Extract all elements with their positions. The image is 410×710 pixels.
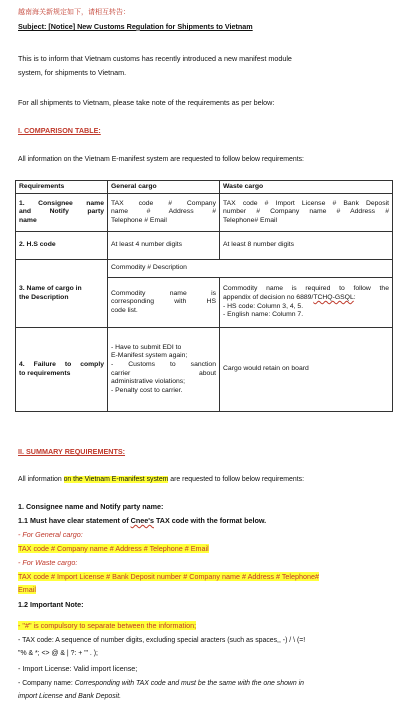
subject-line: Subject: [Notice] New Customs Regulation for Shipments to Vietnam	[18, 22, 253, 31]
note-company-name-1: - Company name: Corresponding with TAX code and must be the same with the one shown in	[18, 680, 304, 687]
note-tax-code-2: "% & *; <> @ & | ?: + "' . );	[18, 650, 98, 657]
row3-general: Commodity name is corresponding with HS code list.	[108, 278, 220, 328]
row1-label: 1. Consignee name and Notify party name	[16, 194, 108, 232]
heading-1-2: 1.2 Important Note:	[18, 600, 84, 609]
heading-1-1: 1.1 Must have clear statement of Cnee's TAX code with the format below.	[18, 516, 267, 525]
note-separator: - "#" is compulsory to separate between the information;	[18, 621, 197, 630]
row4-waste: Cargo would retain on board	[220, 328, 393, 412]
header-general-cargo: General cargo	[108, 181, 220, 194]
section2-title: II. SUMMARY REQUIREMENTS:	[18, 447, 126, 456]
intro-line-2: system, for shipments to Vietnam.	[18, 68, 127, 77]
row2-waste: At least 8 number digits	[220, 232, 393, 260]
comparison-table	[15, 180, 393, 412]
intro-line-1: This is to inform that Vietnam customs has recently introduced a new manifest module	[18, 54, 292, 63]
general-cargo-label: - For General cargo:	[18, 530, 83, 539]
section1-description: All information on the Vietnam E-manifest system are requested to follow below requirements:	[18, 156, 304, 163]
table-row	[16, 232, 393, 260]
chinese-forwarding-note: 越南海关新规定如下，请相互转告：	[18, 9, 130, 16]
table-header-row	[16, 181, 393, 194]
note-import-license: - Import License: Valid import license;	[18, 664, 138, 673]
row3-merged-commodity: Commodity # Description	[108, 260, 393, 278]
heading-consignee: 1. Consignee name and Notify party name:	[18, 502, 164, 511]
header-waste-cargo: Waste cargo	[220, 181, 393, 194]
intro-line-3: For all shipments to Vietnam, please take note of the requirements as per below:	[18, 98, 275, 107]
waste-cargo-format-1: TAX code # Import License # Bank Deposit number # Company name # Address # Telephone#	[18, 572, 319, 581]
row3-label: 3. Name of cargo in the Description	[16, 260, 108, 328]
waste-cargo-label: - For Waste cargo:	[18, 558, 78, 567]
row1-general: TAX code # Company name # Address # Telephone # Email	[108, 194, 220, 232]
table-row	[16, 260, 393, 278]
row3-waste: Commodity name is required to follow the appendix of decision no 6889/TCHQ-GSQL: - HS code: Column 3, 4, 5. - English name: Column 7.	[220, 278, 393, 328]
row4-general: - Have to submit EDI to E-Manifest system again; - Customs to sanction carrier about administrative violations; - Penalty cost to carrier.	[108, 328, 220, 412]
row2-label: 2. H.S code	[16, 232, 108, 260]
row1-waste: TAX code # Import License # Bank Deposit number # Company name # Address # Telephone# Email	[220, 194, 393, 232]
decision-code: TCHQ-GSQL	[313, 293, 354, 301]
row4-label: 4. Failure to comply to requirements	[16, 328, 108, 412]
table-row	[16, 328, 393, 412]
waste-cargo-format-2: Email	[18, 585, 36, 594]
table-row	[16, 194, 393, 232]
section2-description: All information on the Vietnam E-manifest system are requested to follow below requirements:	[18, 476, 304, 483]
note-tax-code-1: - TAX code: A sequence of number digits, excluding special aracters (such as spaces,, -) / \ (=!	[18, 637, 306, 644]
note-company-name-2: import License and Bank Deposit.	[18, 693, 122, 700]
header-requirements: Requirements	[16, 181, 108, 194]
section1-title: I. COMPARISON TABLE:	[18, 126, 101, 135]
general-cargo-format: TAX code # Company name # Address # Telephone # Email	[18, 544, 209, 553]
row2-general: At least 4 number digits	[108, 232, 220, 260]
